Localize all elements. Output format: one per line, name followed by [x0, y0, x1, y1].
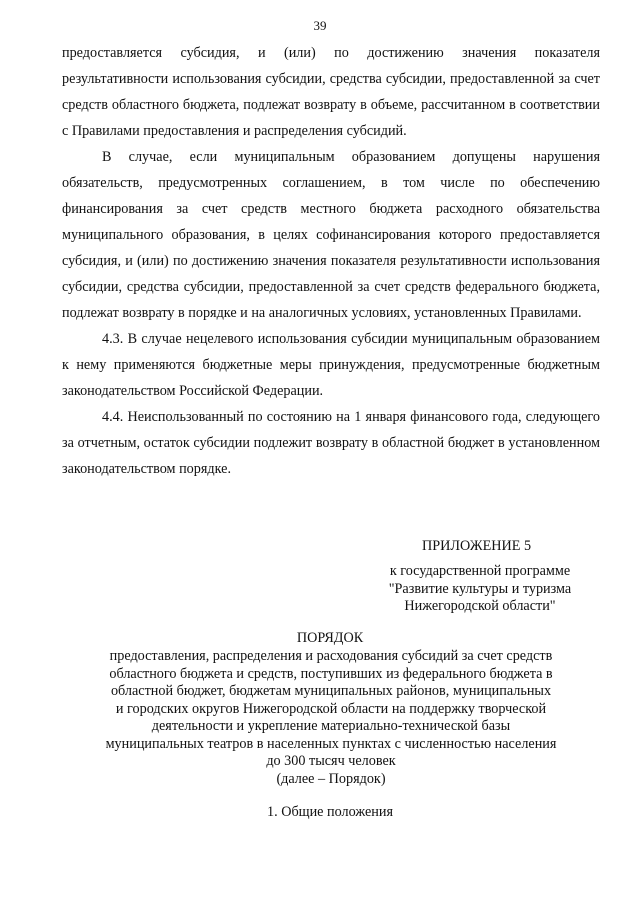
- appendix-reference: [360, 563, 600, 616]
- paragraph-4-3: 4.3. В случае нецелевого использования субсидии муниципальным образованием к нему применяются бюджетные меры принуждения, предусмотренные бюджетным законодательством Российской Федерации.: [62, 331, 600, 399]
- order-title: ПОРЯДОК: [296, 630, 364, 646]
- order-subtitle-line: деятельности и укрепление материально-технической базы: [151, 718, 511, 734]
- order-subtitle-line: предоставления, распределения и расходования субсидий за счет средств: [109, 648, 553, 664]
- order-subtitle-line: муниципальных театров в населенных пунктах с численностью населения: [105, 735, 557, 752]
- appendix-reference-line: к государственной программе: [389, 563, 571, 579]
- section-heading: 1. Общие положения: [267, 804, 393, 820]
- appendix-reference-line: Нижегородской области": [404, 598, 556, 614]
- order-subtitle-line: и городских округов Нижегородской области на поддержку творческой: [115, 700, 547, 717]
- page-number: 39: [313, 18, 327, 33]
- paragraph-violations: В случае, если муниципальным образованием допущены нарушения обязательств, предусмотренных соглашением, в том числе по обеспечению финансирования за счет средств местного бюджета расходного обязательства муниципального образования, в целях софинансирования которого предоставляется субсидия, и (или) по достижению значения показателя результативности использования субсидии, средства субсидии, предоставленной за счет средств федерального бюджета, подлежат возврату в порядке и на аналогичных условиях, установленных Правилами.: [62, 149, 600, 321]
- body-text: [62, 40, 600, 482]
- order-subtitle-line: (далее – Порядок): [276, 770, 386, 787]
- paragraph-continuation: предоставляется субсидия, и (или) по достижению значения показателя результативности использования субсидии, средства субсидии, предоставленной за счет средств областного бюджета, подлежат возврату в объеме, рассчитанном в соответствии с Правилами предоставления и распределения субсидий.: [62, 45, 600, 139]
- order-subtitle-line: до 300 тысяч человек: [266, 753, 396, 769]
- order-subtitle-line: областного бюджета и средств, поступивших из федерального бюджета в: [109, 665, 553, 682]
- order-subtitle: [62, 648, 600, 788]
- appendix-title: ПРИЛОЖЕНИЕ 5: [422, 538, 532, 554]
- paragraph-4-4: 4.4. Неиспользованный по состоянию на 1 января финансового года, следующего за отчетным, остаток субсидии подлежит возврату в областной бюджет в установленном законодательством порядке.: [62, 409, 600, 477]
- appendix-reference-line: "Развитие культуры и туризма: [388, 580, 572, 597]
- order-subtitle-line: областной бюджет, бюджетам муниципальных районов, муниципальных: [110, 683, 552, 699]
